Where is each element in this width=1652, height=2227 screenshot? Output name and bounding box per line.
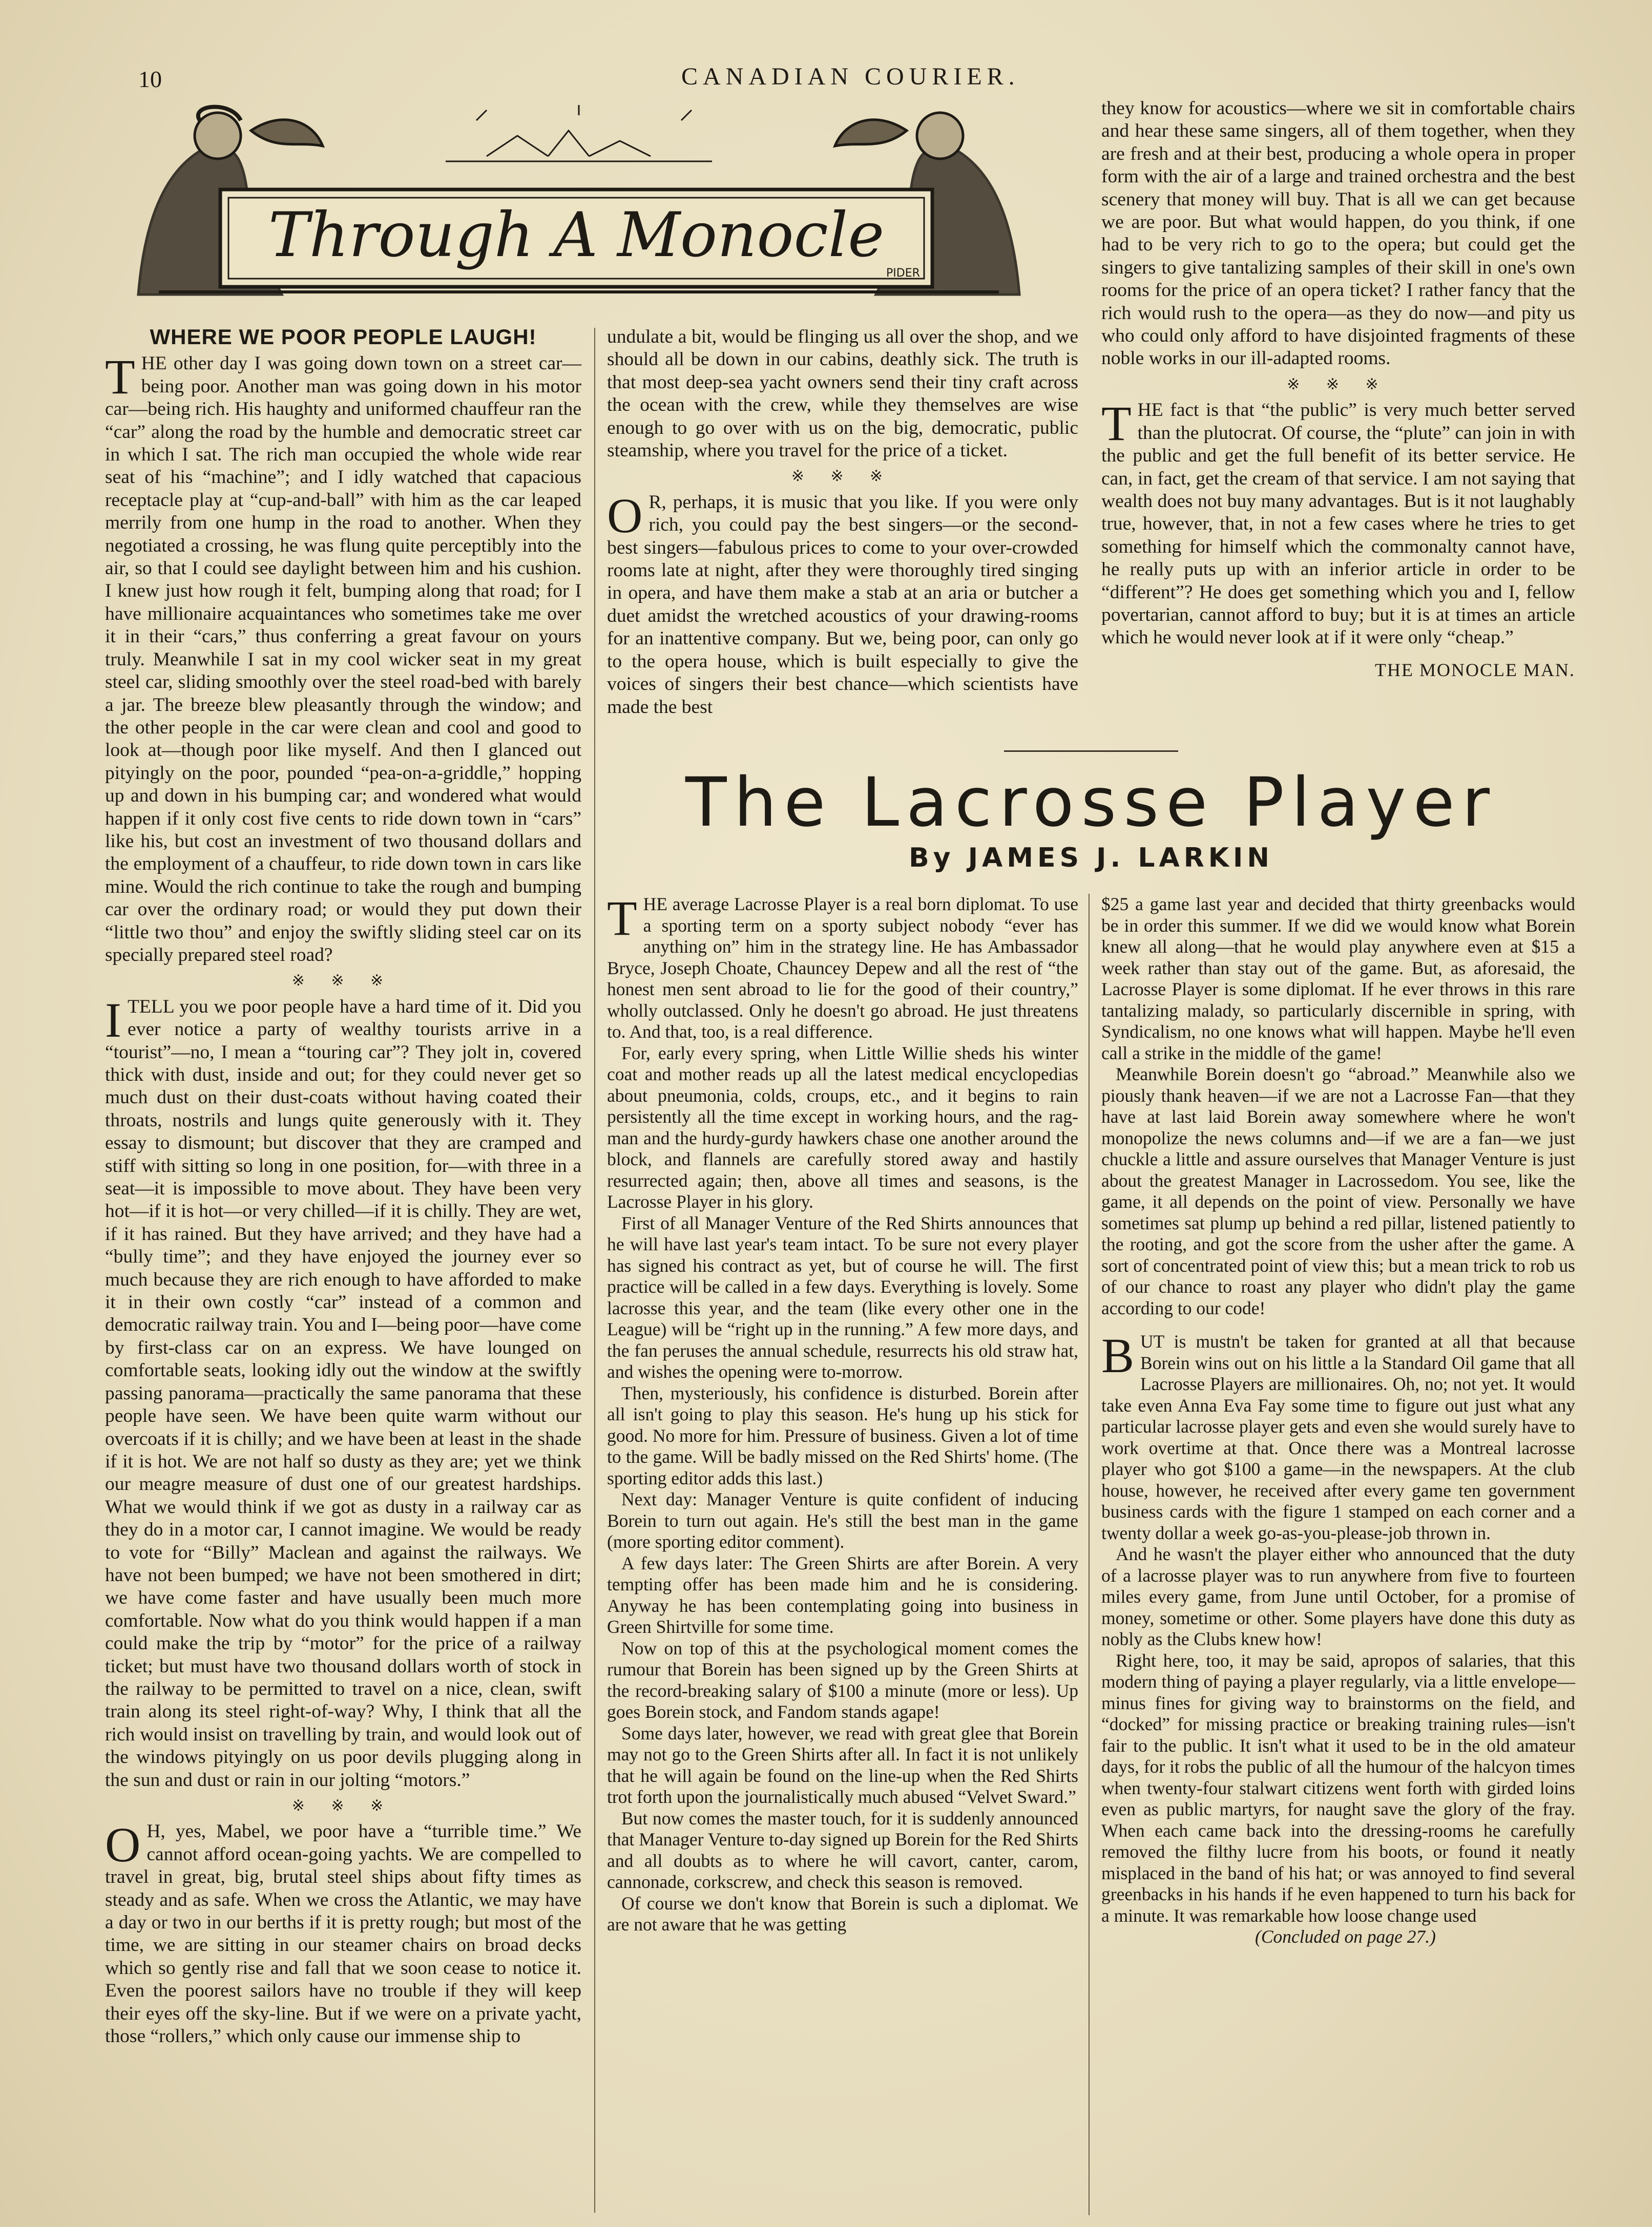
lacrosse-para: Now on top of this at the psychological moment comes the rumour that Borein has been signed up by the Green Shirts at the record-breaking salary of $100 a minute (more or less). Up goes Borein stock, and Fandom stands agape! [607, 1637, 1078, 1722]
lacrosse-para: For, early every spring, when Little Willie sheds his winter coat and mother reads up all the latest medical encyclopedias about pneumonia, colds, croups, etc., and it begins to rain persistently all the time except in working hours, and the rag-man and the hurdy-gurdy hawkers chase one another around the block, and flannels are carefully stored away and hastily resurrected again; then, above all times and seasons, is the Lacrosse Player in his glory. [607, 1042, 1078, 1212]
publication-name: CANADIAN COURIER. [681, 63, 1020, 90]
monocle-column-2 [607, 326, 1078, 719]
monocle-column-3 [1101, 97, 1575, 681]
monocle-c3-para-1: they know for acoustics—where we sit in comfortable chairs and hear these same singers, all of them together, when they are fresh and at their best, producing a whole opera in proper form with the air of a large and trained orchestra and the best scenery that money will buy. That is all we can get because we are poor. But what would happen, do you think, if one had to be very rich to go to the opera; but could get the singers to give tantalizing samples of their skill in one's own rooms for the price of an opera ticket? I rather fancy that the rich would rush to the opera—as they do now—and pity us who could only afford to have disjointed fragments of these noble works in our ill-adapted rooms. [1101, 98, 1575, 369]
lacrosse-para: First of all Manager Venture of the Red Shirts announces that he will have last year's team intact. To be sure not every player has signed his contract as yet, but of course he will. The first practice will be called in a few days. Everything is lovely. Some lacrosse this year, and the team (like every other one in the League) will be “right up in the running.” A few more days, and the fan peruses the annual schedule, resurrects his old straw hat, and wishes the opening were to-morrow. [607, 1212, 1078, 1382]
lacrosse-para: And he wasn't the player either who announced that the duty of a lacrosse player was to run anywhere from five to fourteen miles every game, from June until October, for a promise of money, sometime or other. Some players have done this duty as nobly as the Clubs knew how! [1101, 1544, 1575, 1649]
lacrosse-para: Of course we don't know that Borein is such a diplomat. We are not aware that he was getting [607, 1893, 1078, 1935]
lacrosse-para: Then, mysteriously, his confidence is disturbed. Borein after all isn't going to play this season. He's hung up his stick for good. No more for him. Pressure of business. Given a lot of time to the game. Will be badly missed on the Red Shirts' home. (The sporting editor adds this last.) [607, 1382, 1078, 1488]
lacrosse-para: But now comes the master touch, for it is suddenly announced that Manager Venture to-day signed up Borein for the Red Shirts and all doubts as to where he will cavort, canter, carom, cannonade, corkscrew, and check this season is removed. [607, 1808, 1078, 1892]
lacrosse-para: Next day: Manager Venture is quite confident of inducing Borein to turn out again. He's still the best man in the game (more sporting editor comment). [607, 1489, 1078, 1552]
column-rule [1089, 894, 1090, 2215]
section-separator: ※ ※ ※ [291, 1797, 395, 1814]
lacrosse-para: THE average Lacrosse Player is a real born diplomat. To use a sporting term on a sporty subject nobody “ever has anything on” him in the strategy line. He has Ambassador Bryce, Joseph Choate, Chauncey Depew and all the rest of “the honest men sent abroad to lie for the good of their country,” wholly outclassed. Only he doesn't go abroad. He just threatens to. And that, too, is a real difference. [607, 891, 1078, 1042]
lacrosse-byline: By JAMES J. LARKIN [909, 843, 1273, 873]
section-separator: ※ ※ ※ [791, 468, 894, 485]
monocle-c1-para-1: THE other day I was going down town on a street car—being poor. Another man was going down in his motor car—being rich. His haughty and uniformed chauffeur ran the “car” along the road by the humble and democratic street car in which I sat. The rich man occupied the whole wide rear seat of his “machine”; and I idly watched that capacious receptacle play at “cup-and-ball” with him as the car leaped merrily from one hump in the road to another. When they negotiated a crossing, he was flung quite perceptibly into the air, so that I could see daylight between him and his cushion. I knew just how rough it felt, bumping along that road; for I have millionaire acquaintances who sometimes take me over it in their “cars,” thus conferring a great favour on yours truly. Meanwhile I sat in my cool wicker seat in my great steel car, sliding smoothly over the steel road-bed with barely a jar. The breeze blew pleasantly through the window; and the other people in the car were clean and cool and good to look at—though poor like myself. And then I glanced out pityingly on the poor, pounded “pea-on-a-griddle,” hopping up and down in his bumping car; and wondered what would happen if it only cost five cents to ride down town in “cars” like his, but cost an investment of two thousand dollars and the employment of a chauffeur, to ride down town in cars like mine. Would the rich continue to take the rough and bumping car over the ordinary road; or would they put down their “little two thou” and enjoy the swiftly sliding steel car on its specially prepared steel road? [105, 349, 581, 965]
monocle-banner-illustration [128, 100, 1030, 300]
lacrosse-para: Meanwhile Borein doesn't go “abroad.” Meanwhile also we piously thank heaven—if we are not a Lacrosse Fan—that they have at last laid Borein away somewhere where he won't monopolize the news columns and—if we are a fan—we just chuckle a little and assure ourselves that Manager Venture is just about the greatest Manager in Lacrossedom. You see, like the game, it all depends on the point of view. Personally we have sometimes sat plump up behind a red pillar, listened patiently to the rooting, and got the score from the usher after the game. A sort of concentrated point of view this; but a mean trick to rob us of our chance to roast any player who didn't play the game according to our code! [1101, 1064, 1575, 1318]
column-rule [594, 328, 595, 2213]
lacrosse-column-1 [607, 891, 1078, 1936]
monocle-c1-para-2: ITELL you we poor people have a hard time of it. Did you ever notice a party of wealthy tourists arrive in a “tourist”—no, I mean a “touring car”? They jolt in, covered thick with dust, inside and out; for they could never get so much dust on their dust-coats without having coated their throats, nostrils and lungs quite generously with it. They essay to dismount; but discover that they are cramped and stiff with sitting so long in one position, for—with three in a seat—it is impossible to move about. They have been very hot—if it is hot—or very chilled—if it is chilly. They are wet, if it has rained. But they have arrived; and they have had a “bully time”; and they have enjoyed the journey ever so much because they are rich enough to have afforded to make it in their own costly “car” instead of a common and democratic railway train. You and I—being poor—have come by first-class car on an express. We have lounged on comfortable seats, looking idly out the window at the swiftly passing panorama—practically the same panorama that these people have seen. We have been quite warm without our overcoats if it is chilly; and we have been at least in the shade if it is hot. We are not half so dusty as they are; yet we think our meagre measure of dust one of our greatest hardships. What we would think if we got as dusty in a railway car as they do in a motor car, I cannot imagine. We would be ready to vote for “Billy” Maclean and against the railways. We have not been bumped; we have not been smothered in dirt; we have come faster and have usually been much more comfortable. Now what do you think would happen if a man could make the trip by “motor” for the price of a railway ticket; but must have two thousand dollars worth of stock in the railway to be permitted to travel on a nice, clean, swift train along its steel right-of-way? Why, I think that all the rich would insist on travelling by train, and would look out of the windows pityingly on us poor devils plugging along in the sun and dust or rain in our jolting “motors.” [105, 992, 581, 1791]
lacrosse-para: Right here, too, it may be said, apropos of salaries, that this modern thing of paying a player regularly, via a little envelope—minus fines for giving way to brainstorms on the field, and “docked” for missing practice or breaking training rules—isn't fair to the public. It isn't what it used to be in the old amateur days, for it robs the public of all the humour of the halcyon times when twenty-four stalwart citizens went forth with girded loins even as public martyrs, for naught save the glory of the fray. When each came back into the dressing-rooms he carefully removed the filthy lucre from his boots, or found it neatly misplaced in the band of his hat; or was annoyed to find several greenbacks in his hands if he even happened to turn his back for a minute. It was remarkable how loose change used [1101, 1650, 1575, 1926]
monocle-column-1 [105, 326, 581, 2048]
section-separator: ※ ※ ※ [291, 972, 395, 990]
artist-signature: PIDER [886, 267, 920, 280]
monocle-c2-para-1: undulate a bit, would be flinging us all over the shop, and we should all be down in our cabins, deathly sick. The truth is that most deep-sea yacht owners send their tiny craft across the ocean with the crew, while they themselves are wise enough to go over with us on the big, democratic, public steamship, where you travel for the price of a ticket. [607, 326, 1078, 461]
monocle-c2-para-2: O R, perhaps, it is music that you like. If you were only rich, you could pay the best singers—or the second-best singers—fabulous prices to come to your over-crowded rooms late at night, after they were thoroughly tired singing in opera, and have them make a stab at an aria or butcher a duet amidst the wretched acoustics of your drawing-rooms for an inattentive company. But we, being poor, can only go to the opera house, which is built especially to give the voices of singers their best chance—which scientists have made the best [607, 488, 1078, 718]
monocle-signature: THE MONOCLE MAN. [1375, 659, 1575, 680]
lacrosse-para: $25 a game last year and decided that thirty greenbacks would be in order this summer. If we did we would know what Borein knew all along—that he would play anywhere even at $15 a week rather than stay out of the game. But, as aforesaid, the Lacrosse Player is some diplomat. If he ever throws in this rare tantalizing malady, so particularly discernible in spring, with Syndicalism, no one knows what will happen. Maybe he'll even call a strike in the middle of the game! [1101, 894, 1575, 1063]
monocle-subhead: WHERE WE POOR PEOPLE LAUGH! [150, 325, 537, 349]
page-number: 10 [138, 66, 162, 92]
section-separator: ※ ※ ※ [1287, 375, 1390, 393]
monocle-c1-para-3: O H, yes, Mabel, we poor have a “turrible time.” We cannot afford ocean-going yachts. We are compelled to travel in great, big, brutal steel ships about fifty times as steady and as safe. When we cross the Atlantic, we may have a day or two in our berths if it is pretty rough; but most of the time, we are sitting in our steamer chairs on broad decks which so gently rise and fall that we soon cease to notice it. Even the poorest sailors have no trouble if they will keep their eyes off the sky-line. But if we were on a private yacht, those “rollers,” which only cause our immense ship to [105, 1817, 581, 2047]
monocle-c3-para-2: THE fact is that “the public” is very much better served than the plutocrat. Of course, the “plute” can join in with the public and get the full benefit of its better service. He can, in fact, get the cream of that service. I am not saying that wealth does not buy many advantages. But is it not laughably true, however, that, in not a few cases where he tries to get something for himself which the commonalty cannot have, he really puts up with an inferior article in order to be “different”? He does get something which you and I, fellow povertarian, cannot afford to buy; but it is at times an article which he would never look at if it were only “cheap.” [1101, 396, 1575, 648]
lacrosse-headline: The Lacrosse Player [685, 763, 1497, 842]
lacrosse-para: BUT is mustn't be taken for granted at all that because Borein wins out on his little a la Standard Oil game that all Lacrosse Players are millionaires. Oh, no; not yet. It would take even Anna Eva Fay some time to figure out just what any particular lacrosse player gets and even she would surely have to work overtime at that. Once there was a Montreal lacrosse player who got $100 a game—in the newspapers. At the club house, however, he received after every game ten government business cards with the figure 1 stamped on each corner and a twenty dollar a week go-as-you-please-job thrown in. [1101, 1328, 1575, 1543]
banner-title: Through A Monocle [268, 200, 885, 271]
lacrosse-para: A few days later: The Green Shirts are after Borein. A very tempting offer has been made him and he is considering. Anyway he has been contemplating going into business in Green Shirtville for some time. [607, 1552, 1078, 1637]
continued-note: (Concluded on page 27.) [1255, 1926, 1436, 1947]
lacrosse-para: Some days later, however, we read with great glee that Borein may not go to the Green Shirts after all. In fact it is not unlikely that he will again be found on the line-up when the Red Shirts trot forth upon the journalistically much abused “Velvet Sward.” [607, 1722, 1078, 1807]
lacrosse-column-2 [1101, 894, 1575, 1948]
article-divider [1004, 750, 1178, 752]
